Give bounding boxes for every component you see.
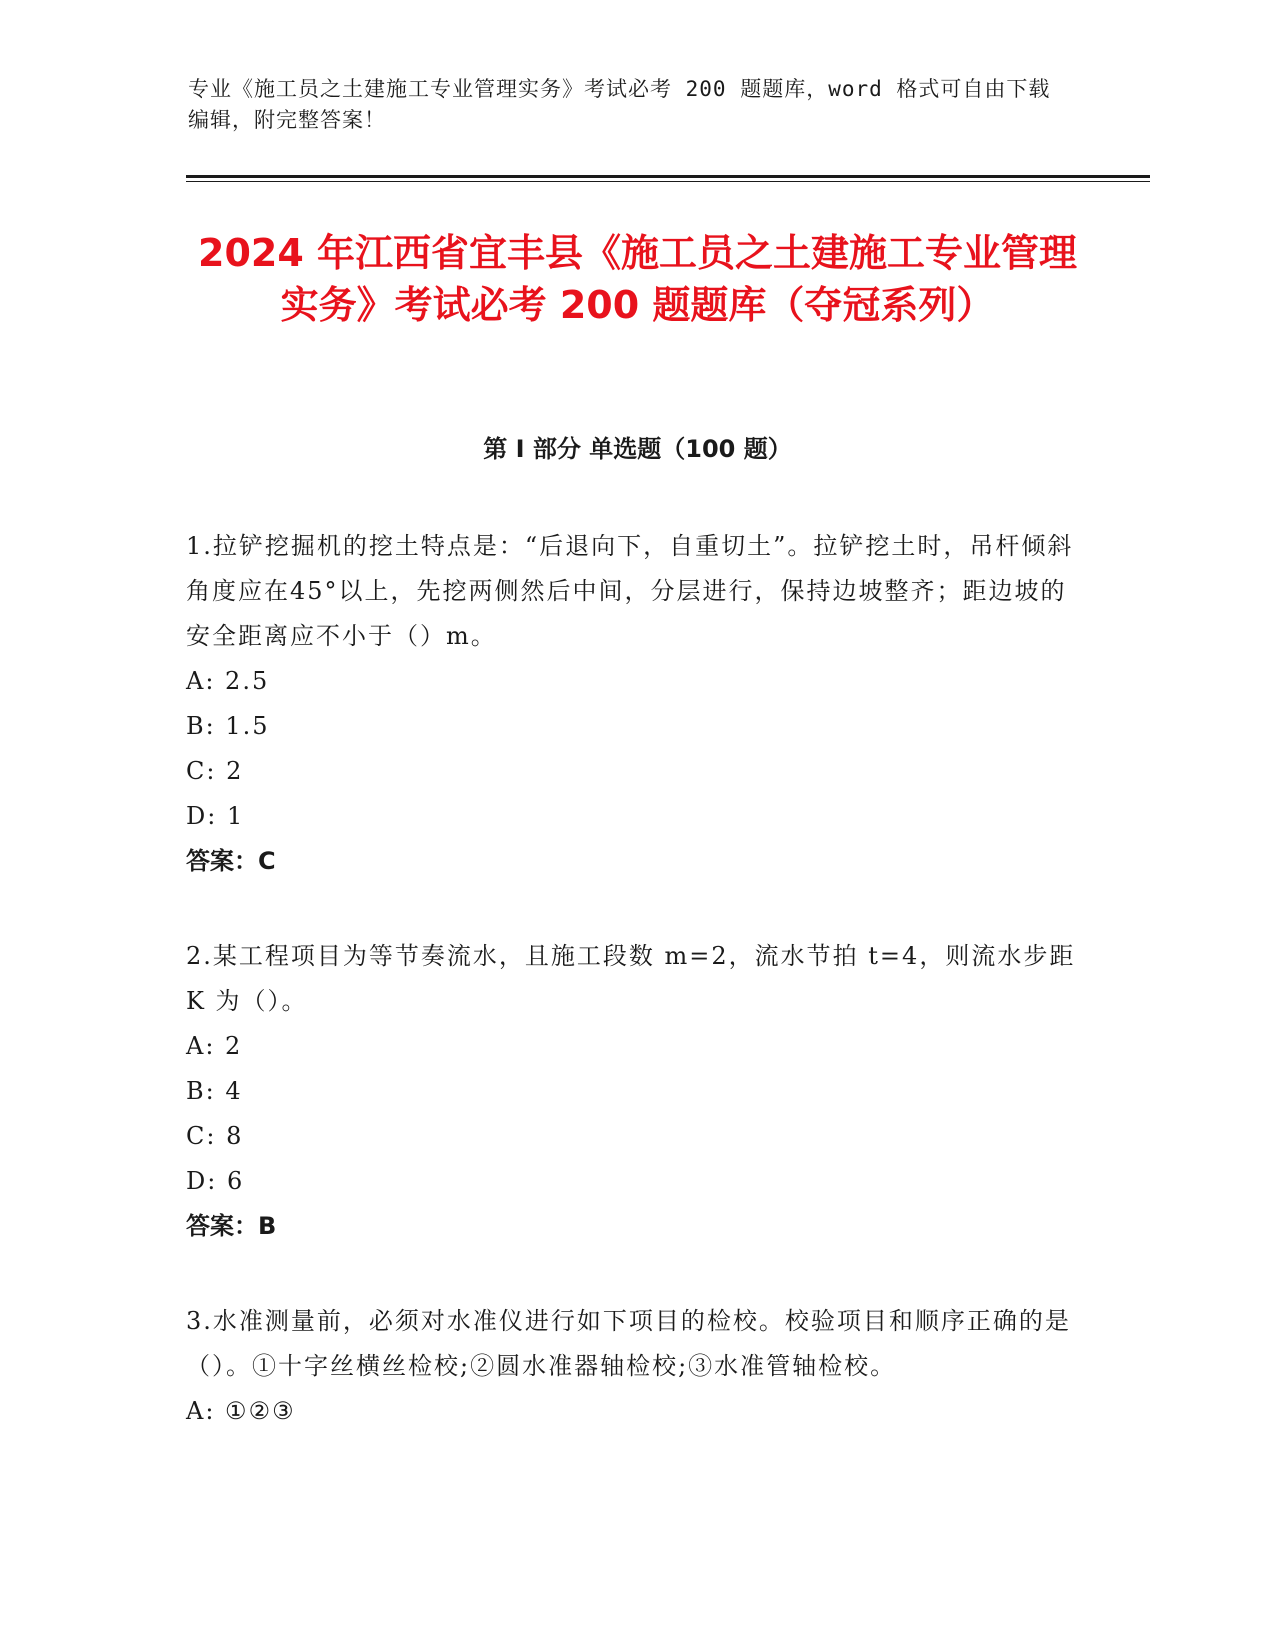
answer: 答案：C xyxy=(186,847,276,875)
header-rule-thick xyxy=(186,175,1150,178)
header-rule-thin xyxy=(186,181,1150,182)
question-3 xyxy=(186,1299,1076,1434)
question-stem: 3.水准测量前，必须对水准仪进行如下项目的检校。校验项目和顺序正确的是（）。①十字丝横丝检校;②圆水准器轴检校;③水准管轴检校。 xyxy=(186,1307,1071,1380)
document-title: 2024 年江西省宜丰县《施工员之土建施工专业管理实务》考试必考 200 题题库（夺冠系列） xyxy=(198,231,1077,327)
header-note: 专业《施工员之土建施工专业管理实务》考试必考 200 题题库，word 格式可自由下载编辑，附完整答案！ xyxy=(188,77,1051,132)
question-2 xyxy=(186,934,1076,1249)
option-b: B: 4 xyxy=(186,1077,243,1105)
question-stem: 2.某工程项目为等节奏流水，且施工段数 m=2，流水节拍 t=4，则流水步距 K 为（）。 xyxy=(186,942,1076,1015)
answer: 答案：B xyxy=(186,1212,277,1240)
option-a: A: 2.5 xyxy=(186,667,270,695)
option-b: B: 1.5 xyxy=(186,712,270,740)
option-d: D: 6 xyxy=(186,1167,245,1195)
question-stem: 1.拉铲挖掘机的挖土特点是：“后退向下，自重切土”。拉铲挖土时，吊杆倾斜角度应在45°以上，先挖两侧然后中间，分层进行，保持边坡整齐；距边坡的安全距离应不小于（）m。 xyxy=(186,532,1074,650)
option-d: D: 1 xyxy=(186,802,245,830)
question-1 xyxy=(186,524,1076,884)
option-a: A: 2 xyxy=(186,1032,243,1060)
option-a: A: ①②③ xyxy=(186,1397,296,1425)
section-title: 第 I 部分 单选题（100 题） xyxy=(483,435,792,463)
option-c: C: 2 xyxy=(186,757,244,785)
option-c: C: 8 xyxy=(186,1122,244,1150)
